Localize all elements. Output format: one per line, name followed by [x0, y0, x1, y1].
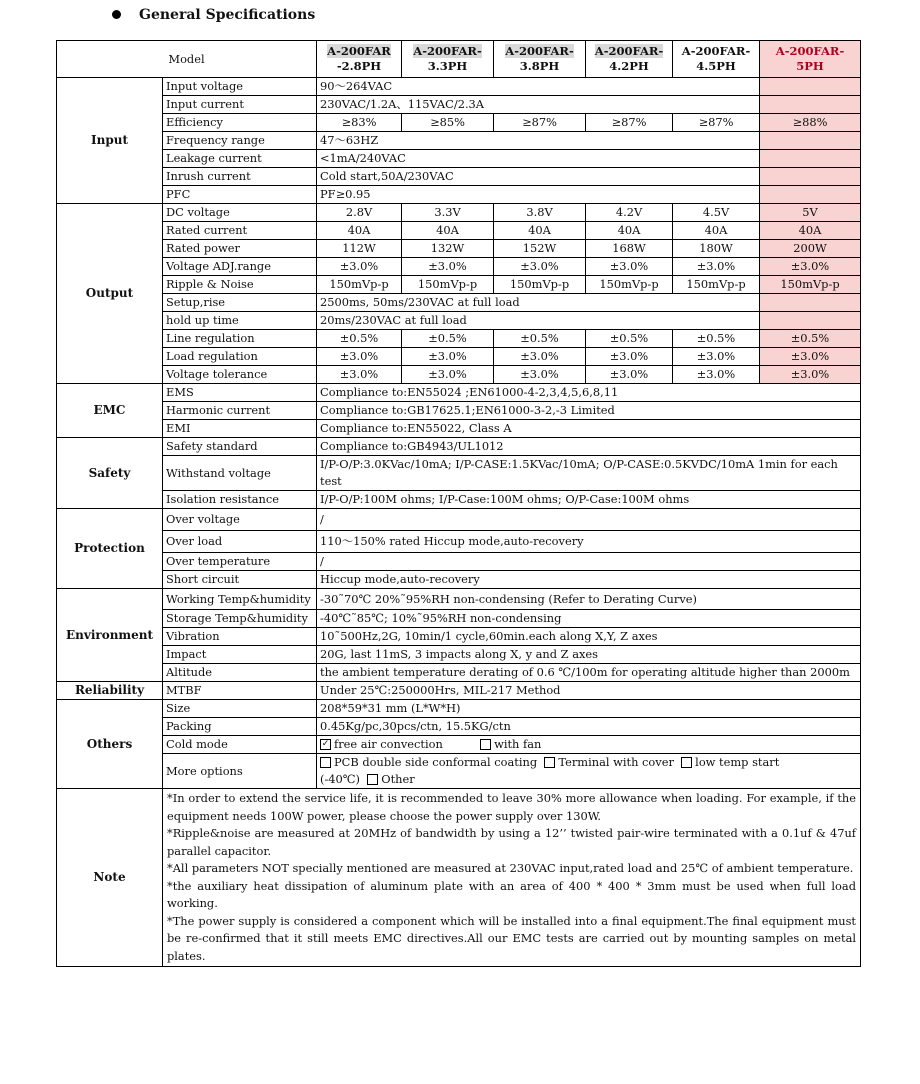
- model-header: A-200FAR- 4.5PH: [673, 41, 760, 78]
- cell-value: ±3.0%: [402, 366, 494, 384]
- note-line: *In order to extend the service life, it is recommended to leave 30% more allowance when loading. For example, if the equipment needs 100W power, please choose the power supply over 130W.: [167, 791, 857, 823]
- cell-value: ±0.5%: [760, 330, 861, 348]
- cell-value: ±3.0%: [586, 258, 673, 276]
- table-row: [57, 509, 861, 531]
- row-label: Rated current: [163, 222, 317, 240]
- cell-value: ±3.0%: [402, 348, 494, 366]
- category-environment: Environment: [57, 589, 163, 682]
- row-value: 10˜500Hz,2G, 10min/1 cycle,60min.each along X,Y, Z axes: [317, 628, 861, 646]
- row-label: Short circuit: [163, 571, 317, 589]
- cell-value: 168W: [586, 240, 673, 258]
- option-label: PCB double side conformal coating: [334, 755, 538, 769]
- row-value: 0.45Kg/pc,30pcs/ctn, 15.5KG/ctn: [317, 718, 861, 736]
- cell-value: ±3.0%: [673, 366, 760, 384]
- table-row: [57, 402, 861, 420]
- cell-value: 150mVp-p: [494, 276, 586, 294]
- row-label: More options: [163, 754, 317, 789]
- row-value: -30˜70℃ 20%˜95%RH non-condensing (Refer to Derating Curve): [317, 589, 861, 610]
- table-row: [57, 646, 861, 664]
- row-value: Compliance to:GB17625.1;EN61000-3-2,-3 Limited: [317, 402, 861, 420]
- row-value: 20ms/230VAC at full load: [317, 312, 760, 330]
- row-label: Line regulation: [163, 330, 317, 348]
- row-value: I/P-O/P:3.0KVac/10mA; I/P-CASE:1.5KVac/10mA; O/P-CASE:0.5KVDC/10mA 1min for each test: [317, 456, 861, 491]
- checkbox-icon[interactable]: [320, 757, 331, 768]
- table-row: [57, 610, 861, 628]
- highlight-cell: [760, 132, 861, 150]
- row-label: DC voltage: [163, 204, 317, 222]
- table-row: [57, 186, 861, 204]
- row-label: Altitude: [163, 664, 317, 682]
- row-value: 230VAC/1.2A、115VAC/2.3A: [317, 96, 760, 114]
- row-label: Voltage ADJ.range: [163, 258, 317, 276]
- cell-value: ±3.0%: [760, 258, 861, 276]
- cell-value: 40A: [586, 222, 673, 240]
- model-header: A-200FAR- 3.8PH: [494, 41, 586, 78]
- cell-value: ±3.0%: [402, 258, 494, 276]
- cell-value: ±3.0%: [317, 366, 402, 384]
- category-others: Others: [57, 700, 163, 789]
- table-row: [57, 366, 861, 384]
- cell-value: ±3.0%: [673, 348, 760, 366]
- category-emc: EMC: [57, 384, 163, 438]
- row-label: PFC: [163, 186, 317, 204]
- model-header: A-200FAR- 4.2PH: [586, 41, 673, 78]
- row-label: Over voltage: [163, 509, 317, 531]
- row-value: 208*59*31 mm (L*W*H): [317, 700, 861, 718]
- table-row: [57, 531, 861, 553]
- cell-value: ±0.5%: [494, 330, 586, 348]
- row-value: the ambient temperature derating of 0.6 ℃/100m for operating altitude higher than 2000m: [317, 664, 861, 682]
- row-label: MTBF: [163, 682, 317, 700]
- category-input: Input: [57, 78, 163, 204]
- row-label: Packing: [163, 718, 317, 736]
- row-label: Size: [163, 700, 317, 718]
- cell-value: ±3.0%: [494, 366, 586, 384]
- table-row: [57, 312, 861, 330]
- model-header-highlighted: A-200FAR- 5PH: [760, 41, 861, 78]
- row-value: 110～150% rated Hiccup mode,auto-recovery: [317, 531, 861, 553]
- table-row: [57, 168, 861, 186]
- row-value: Compliance to:GB4943/UL1012: [317, 438, 861, 456]
- row-label: Ripple & Noise: [163, 276, 317, 294]
- cell-value: 3.3V: [402, 204, 494, 222]
- cell-value: 40A: [673, 222, 760, 240]
- cell-value: ±0.5%: [317, 330, 402, 348]
- checkbox-icon[interactable]: [480, 739, 491, 750]
- row-value: I/P-O/P:100M ohms; I/P-Case:100M ohms; O/P-Case:100M ohms: [317, 491, 861, 509]
- model-label: Model: [57, 41, 317, 78]
- model-header: A-200FAR- 3.3PH: [402, 41, 494, 78]
- table-row: [57, 456, 861, 491]
- row-label: Over temperature: [163, 553, 317, 571]
- option-label: low temp start: [695, 755, 780, 769]
- section-heading: [112, 7, 315, 23]
- table-row: [57, 330, 861, 348]
- table-row: [57, 682, 861, 700]
- cell-value: 4.5V: [673, 204, 760, 222]
- cell-value: 200W: [760, 240, 861, 258]
- table-row: [57, 348, 861, 366]
- row-label: Rated power: [163, 240, 317, 258]
- row-value: /: [317, 553, 861, 571]
- heading-text: General Specifications: [139, 7, 316, 23]
- checkbox-icon[interactable]: [544, 757, 555, 768]
- table-row: [57, 491, 861, 509]
- table-row: [57, 789, 861, 967]
- cell-value: ±3.0%: [760, 348, 861, 366]
- category-output: Output: [57, 204, 163, 384]
- row-label: Isolation resistance: [163, 491, 317, 509]
- cell-value: ≥85%: [402, 114, 494, 132]
- spec-table: [56, 40, 861, 967]
- note-line: *Ripple&noise are measured at 20MHz of bandwidth by using a 12’’ twisted pair-wire terminated with a 0.1uf & 47uf parallel capacitor.: [167, 826, 857, 858]
- table-row: [57, 78, 861, 96]
- cell-value: 4.2V: [586, 204, 673, 222]
- row-label: Input voltage: [163, 78, 317, 96]
- table-row: [57, 553, 861, 571]
- cell-value: ±3.0%: [317, 348, 402, 366]
- cell-value: ±3.0%: [494, 348, 586, 366]
- row-value: PF≥0.95: [317, 186, 760, 204]
- table-row: [57, 438, 861, 456]
- checked-checkbox-icon[interactable]: ✓: [321, 738, 330, 749]
- row-label: hold up time: [163, 312, 317, 330]
- cell-value: ±3.0%: [586, 348, 673, 366]
- row-label: EMI: [163, 420, 317, 438]
- table-row: [57, 700, 861, 718]
- cell-value: ≥88%: [760, 114, 861, 132]
- row-value: 20G, last 11mS, 3 impacts along X, y and Z axes: [317, 646, 861, 664]
- cell-value: 180W: [673, 240, 760, 258]
- table-row: [57, 258, 861, 276]
- highlight-cell: [760, 150, 861, 168]
- cell-value: 150mVp-p: [760, 276, 861, 294]
- table-row: [57, 294, 861, 312]
- cell-value: 2.8V: [317, 204, 402, 222]
- cell-value: ±3.0%: [673, 258, 760, 276]
- row-label: Safety standard: [163, 438, 317, 456]
- table-row: [57, 96, 861, 114]
- category-note: Note: [57, 789, 163, 967]
- row-value: 90～264VAC: [317, 78, 760, 96]
- row-value: Cold start,50A/230VAC: [317, 168, 760, 186]
- cell-value: 150mVp-p: [586, 276, 673, 294]
- option-label: Terminal with cover: [558, 755, 674, 769]
- row-label: Harmonic current: [163, 402, 317, 420]
- row-label: Storage Temp&humidity: [163, 610, 317, 628]
- cell-value: 152W: [494, 240, 586, 258]
- row-label: Efficiency: [163, 114, 317, 132]
- row-value: Hiccup mode,auto-recovery: [317, 571, 861, 589]
- row-label: Vibration: [163, 628, 317, 646]
- table-row: [57, 114, 861, 132]
- cell-value: ±3.0%: [317, 258, 402, 276]
- option-label: Other: [381, 772, 415, 786]
- row-value: Compliance to:EN55022, Class A: [317, 420, 861, 438]
- cell-value: 150mVp-p: [317, 276, 402, 294]
- highlight-cell: [760, 312, 861, 330]
- table-row: [57, 420, 861, 438]
- row-value: -40℃˜85℃; 10%˜95%RH non-condensing: [317, 610, 861, 628]
- row-value: Compliance to:EN55024 ;EN61000-4-2,3,4,5,6,8,11: [317, 384, 861, 402]
- row-value: /: [317, 509, 861, 531]
- row-value: 47～63HZ: [317, 132, 760, 150]
- cell-value: ±3.0%: [760, 366, 861, 384]
- cell-value: 40A: [494, 222, 586, 240]
- table-header-row: [57, 41, 861, 78]
- note-line: *the auxiliary heat dissipation of aluminum plate with an area of 400 * 400 * 3mm must be used when full load working.: [167, 878, 857, 910]
- highlight-cell: [760, 186, 861, 204]
- row-label: Impact: [163, 646, 317, 664]
- cell-value: 150mVp-p: [402, 276, 494, 294]
- highlight-cell: [760, 96, 861, 114]
- note-line: *The power supply is considered a component which will be installed into a final equipment.The final equipment must be re-confirmed that it still meets EMC directives.All our EMC tests are carried out by mounting samples on metal plates.: [167, 913, 857, 963]
- row-label: Frequency range: [163, 132, 317, 150]
- table-row: [57, 754, 861, 789]
- table-row: [57, 240, 861, 258]
- row-value: 2500ms, 50ms/230VAC at full load: [317, 294, 760, 312]
- table-row: [57, 150, 861, 168]
- highlight-cell: [760, 294, 861, 312]
- row-value: [317, 754, 861, 789]
- table-row: [57, 664, 861, 682]
- checkbox-icon[interactable]: [681, 757, 692, 768]
- category-protection: Protection: [57, 509, 163, 589]
- table-row: [57, 384, 861, 402]
- cell-value: ≥87%: [586, 114, 673, 132]
- cell-value: ±0.5%: [586, 330, 673, 348]
- row-value: Under 25℃:250000Hrs, MIL-217 Method: [317, 682, 861, 700]
- table-row: [57, 204, 861, 222]
- cell-value: 40A: [317, 222, 402, 240]
- highlight-cell: [760, 78, 861, 96]
- row-label: Over load: [163, 531, 317, 553]
- cell-value: 3.8V: [494, 204, 586, 222]
- row-label: Load regulation: [163, 348, 317, 366]
- note-line: *All parameters NOT specially mentioned are measured at 230VAC input,rated load and 25℃ of ambient temperature.: [167, 861, 854, 875]
- cell-value: ≥83%: [317, 114, 402, 132]
- cell-value: ±3.0%: [494, 258, 586, 276]
- row-label: Input current: [163, 96, 317, 114]
- cell-value: ±0.5%: [402, 330, 494, 348]
- category-reliability: Reliability: [57, 682, 163, 700]
- table-row: [57, 736, 861, 754]
- row-label: Voltage tolerance: [163, 366, 317, 384]
- cell-value: 40A: [402, 222, 494, 240]
- row-value: [317, 736, 861, 754]
- row-label: Working Temp&humidity: [163, 589, 317, 610]
- table-row: [57, 589, 861, 610]
- bullet-icon: [112, 10, 121, 19]
- cell-value: ±0.5%: [673, 330, 760, 348]
- table-row: [57, 718, 861, 736]
- row-value: <1mA/240VAC: [317, 150, 760, 168]
- cell-value: ≥87%: [673, 114, 760, 132]
- cell-value: ≥87%: [494, 114, 586, 132]
- note-cell: [163, 789, 861, 967]
- row-label: EMS: [163, 384, 317, 402]
- category-safety: Safety: [57, 438, 163, 509]
- cell-value: 40A: [760, 222, 861, 240]
- option-label: free air convection: [334, 737, 443, 751]
- table-row: [57, 276, 861, 294]
- highlight-cell: [760, 168, 861, 186]
- row-label: Cold mode: [163, 736, 317, 754]
- table-row: [57, 222, 861, 240]
- cell-value: 150mVp-p: [673, 276, 760, 294]
- model-header: A-200FAR -2.8PH: [317, 41, 402, 78]
- row-label: Setup,rise: [163, 294, 317, 312]
- table-row: [57, 628, 861, 646]
- row-label: Withstand voltage: [163, 456, 317, 491]
- table-row: [57, 571, 861, 589]
- cell-value: 132W: [402, 240, 494, 258]
- option-label: with fan: [494, 737, 542, 751]
- cell-value: ±3.0%: [586, 366, 673, 384]
- cell-value: 5V: [760, 204, 861, 222]
- cell-value: 112W: [317, 240, 402, 258]
- option-label: (-40℃): [320, 772, 360, 786]
- row-label: Inrush current: [163, 168, 317, 186]
- table-row: [57, 132, 861, 150]
- row-label: Leakage current: [163, 150, 317, 168]
- checkbox-icon[interactable]: [367, 774, 378, 785]
